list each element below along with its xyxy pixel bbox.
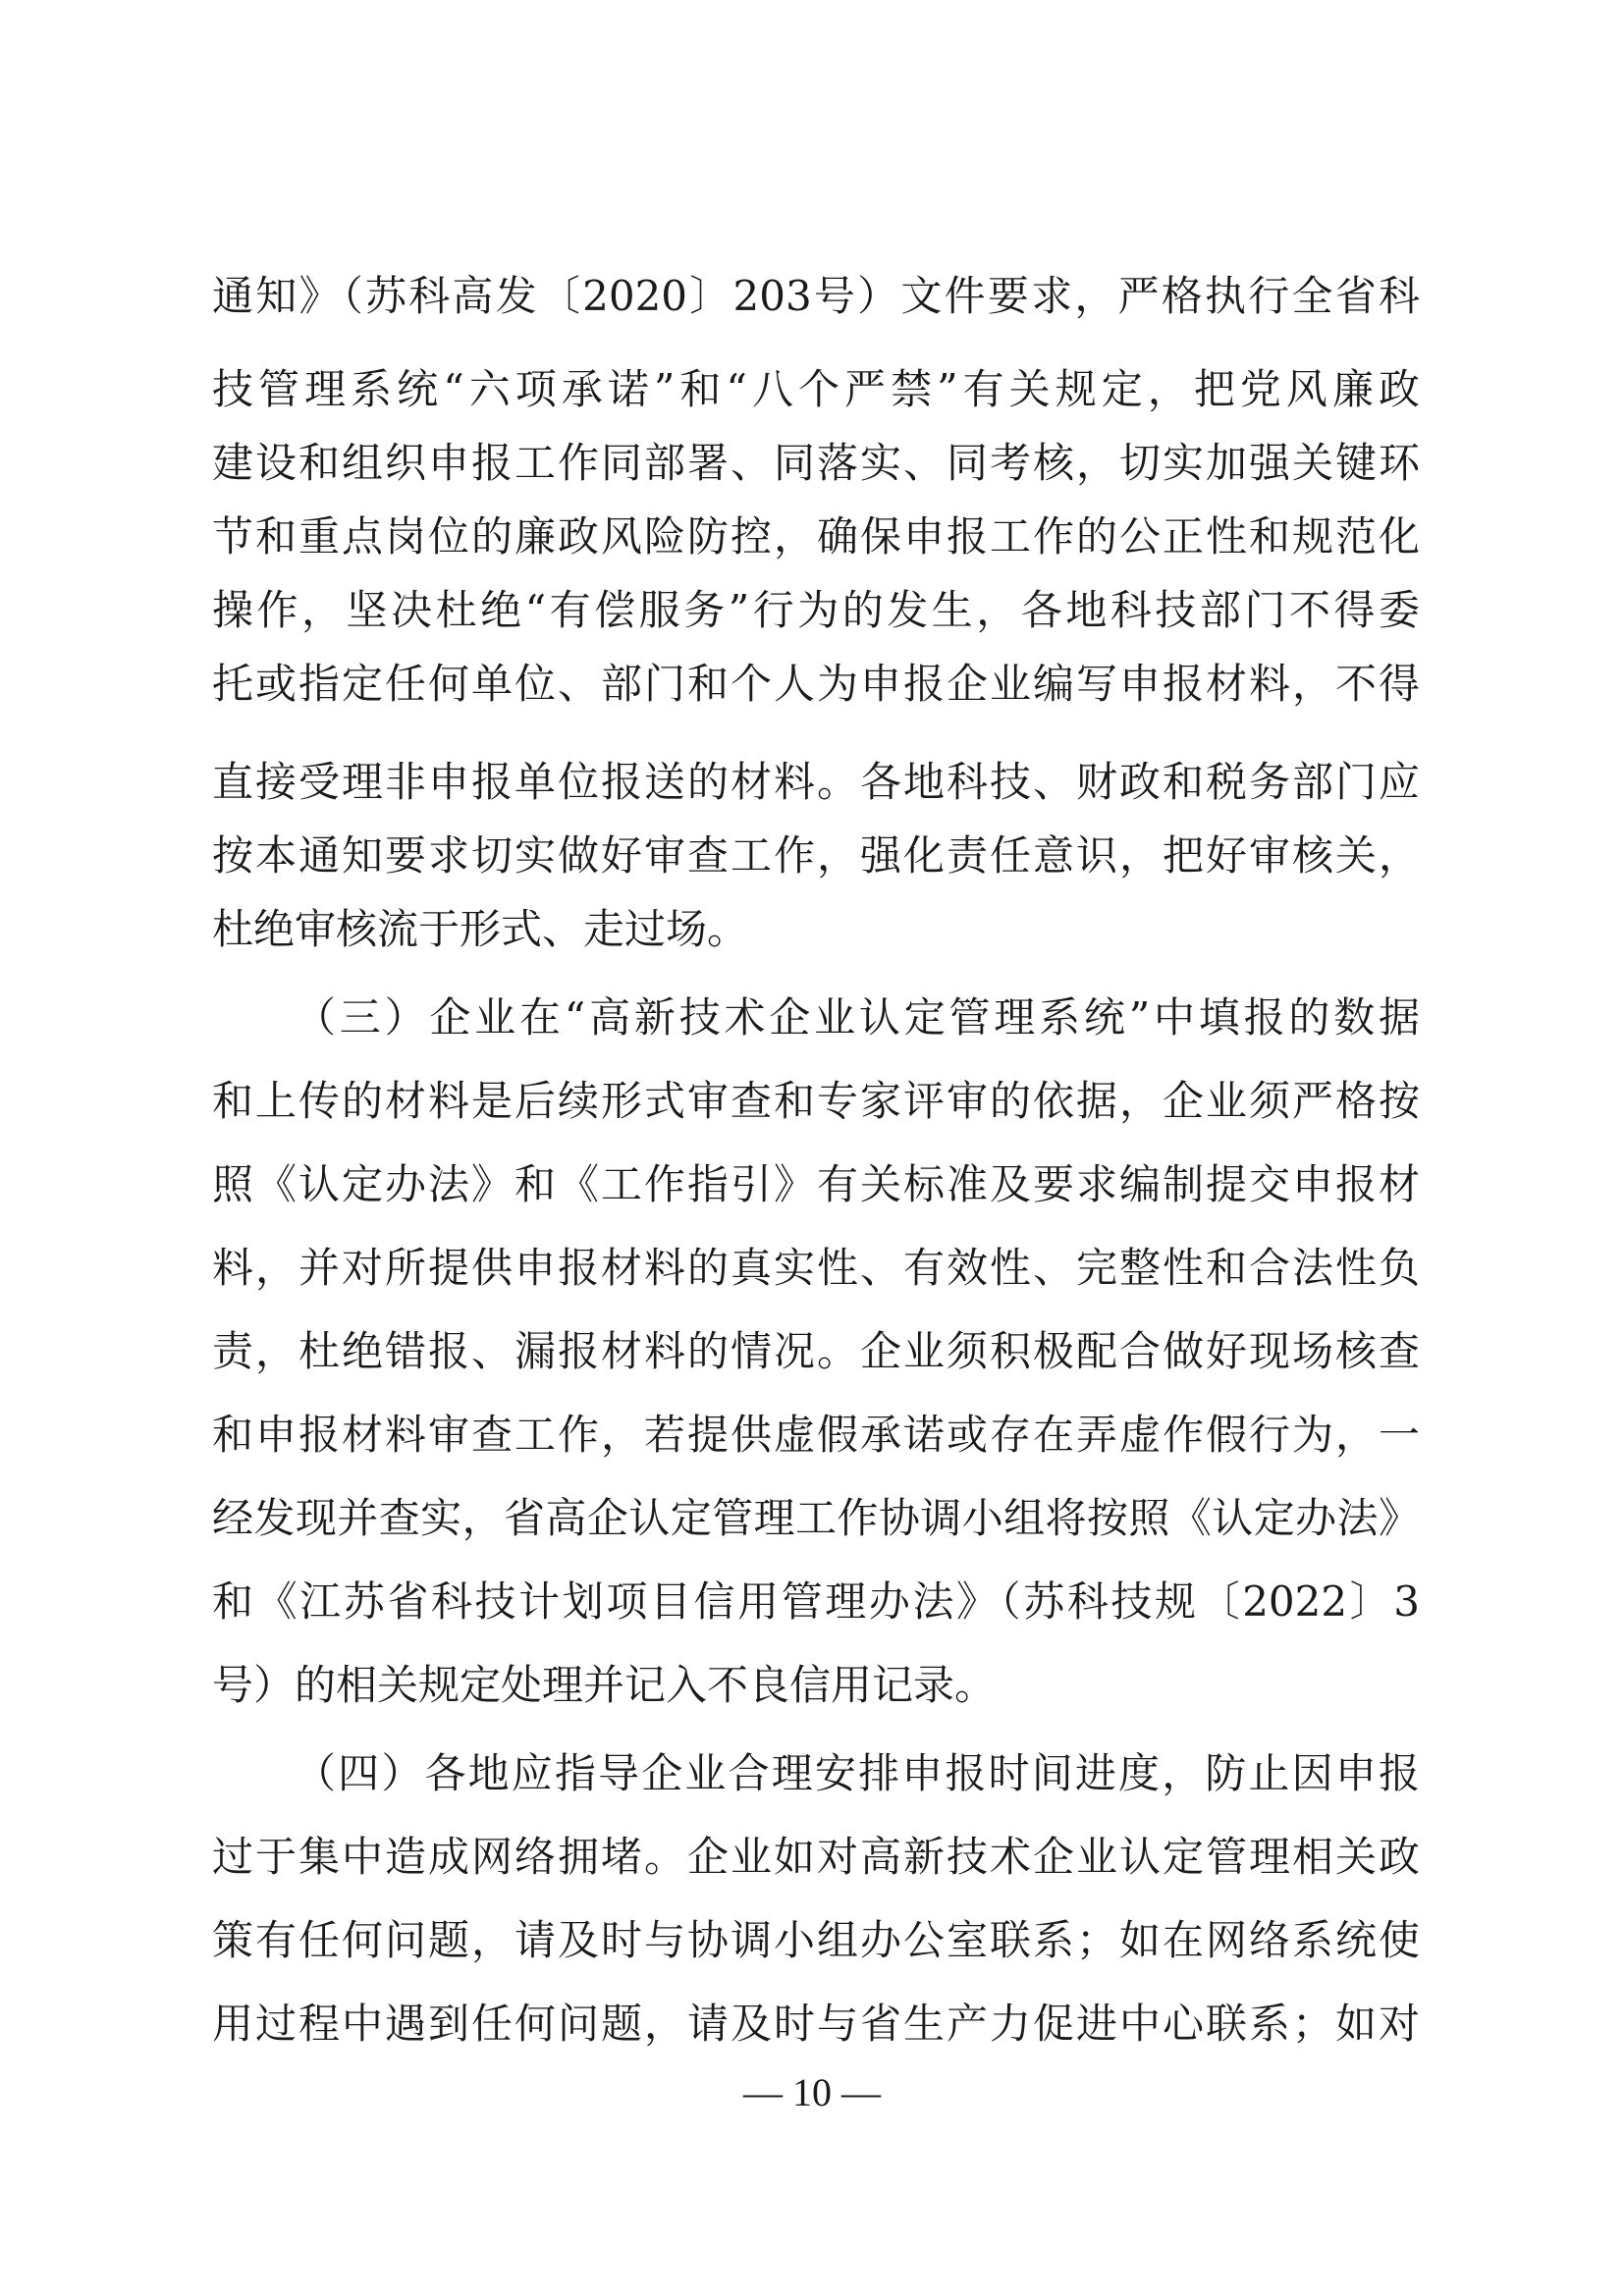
body-text-line: 用过程中遇到任何问题，请及时与省生产力促进中心联系；如对 <box>212 2000 1420 2048</box>
body-text-line: 操作，坚决杜绝“有偿服务”行为的发生，各地科技部门不得委 <box>212 586 1420 634</box>
body-text-line: 杜绝审核流于形式、走过场。 <box>212 905 749 953</box>
body-text-line: 直接受理非申报单位报送的材料。各地科技、财政和税务部门应 <box>212 758 1420 806</box>
body-text-line: 责，杜绝错报、漏报材料的情况。企业须积极配合做好现场核查 <box>212 1327 1420 1375</box>
body-text-line: 过于集中造成网络拥堵。企业如对高新技术企业认定管理相关政 <box>212 1833 1420 1881</box>
body-text-line: 策有任何问题，请及时与协调小组办公室联系；如在网络系统使 <box>212 1916 1420 1964</box>
body-text-line: 号）的相关规定处理并记入不良信用记录。 <box>212 1661 997 1709</box>
body-text-line: 和上传的材料是后续形式审查和专家评审的依据，企业须严格按 <box>212 1077 1420 1125</box>
body-text-line: 节和重点岗位的廉政风险防控，确保申报工作的公正性和规范化 <box>212 512 1420 561</box>
body-text-line: 建设和组织申报工作同部署、同落实、同考核，切实加强关键环 <box>212 439 1420 487</box>
body-text-line: 技管理系统“六项承诺”和“八个严禁”有关规定，把党风廉政 <box>212 365 1420 413</box>
body-text-line: 和《江苏省科技计划项目信用管理办法》（苏科技规〔2022〕3 <box>212 1577 1420 1626</box>
body-text-line: 按本通知要求切实做好审查工作，强化责任意识，把好审核关， <box>212 831 1420 880</box>
body-text-line: 托或指定任何单位、部门和个人为申报企业编写申报材料，不得 <box>212 660 1420 708</box>
body-text-line: 料，并对所提供申报材料的真实性、有效性、完整性和合法性负 <box>212 1244 1420 1292</box>
paragraph-three-start: （三）企业在“高新技术企业认定管理系统”中填报的数据 <box>295 993 1420 1041</box>
body-text-line: 和申报材料审查工作，若提供虚假承诺或存在弄虚作假行为，一 <box>212 1411 1420 1459</box>
body-text-line: 照《认定办法》和《工作指引》有关标准及要求编制提交申报材 <box>212 1160 1420 1208</box>
paragraph-four-start: （四）各地应指导企业合理安排申报时间进度，防止因申报 <box>295 1749 1420 1797</box>
body-text-line: 通知》（苏科高发〔2020〕203号）文件要求，严格执行全省科 <box>212 272 1420 320</box>
body-text-line: 经发现并查实，省高企认定管理工作协调小组将按照《认定办法》 <box>212 1494 1420 1542</box>
page-number: — 10 — <box>743 2070 881 2114</box>
